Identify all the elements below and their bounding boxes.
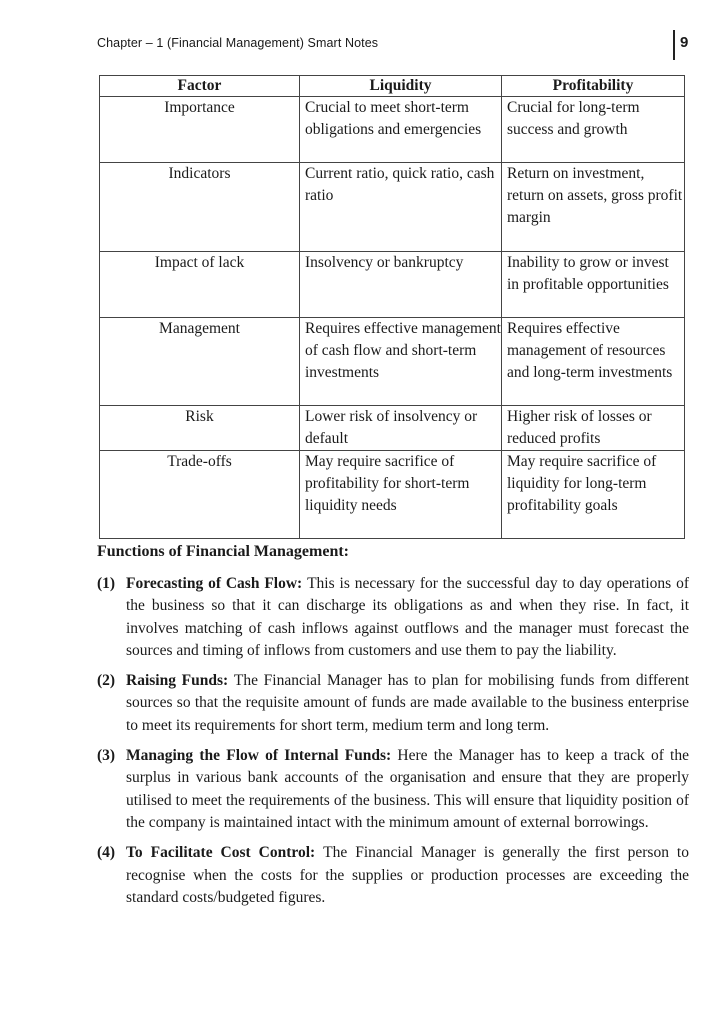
- column-header-profitability: Profitability: [502, 76, 685, 97]
- table-header-row: [100, 76, 685, 97]
- header-divider: [673, 30, 675, 60]
- factor-cell: Management: [100, 318, 300, 406]
- liquidity-cell: Lower risk of insolvency or default: [300, 406, 502, 451]
- liquidity-cell: Current ratio, quick ratio, cash ratio: [300, 163, 502, 252]
- section-title: Functions of Financial Management:: [97, 543, 349, 560]
- column-header-factor: Factor: [100, 76, 300, 97]
- table-row: [100, 163, 685, 252]
- item-heading: Managing the Flow of Internal Funds:: [126, 747, 398, 765]
- profitability-cell: Return on investment, return on assets, gross profit margin: [502, 163, 685, 252]
- liquidity-profitability-table: [99, 75, 685, 539]
- item-heading: Forecasting of Cash Flow:: [126, 575, 308, 592]
- list-item: [97, 670, 689, 737]
- functions-list: [97, 573, 689, 917]
- profitability-cell: Higher risk of losses or reduced profits: [502, 406, 685, 451]
- liquidity-cell: May require sacrifice of profitability for short-term liquidity needs: [300, 451, 502, 539]
- factor-cell: Indicators: [100, 163, 300, 252]
- profitability-cell: Requires effective management of resources and long-term investments: [502, 318, 685, 406]
- list-item: [97, 842, 689, 909]
- page-number: 9: [680, 34, 689, 51]
- liquidity-cell: Crucial to meet short-term obligations and emergencies: [300, 97, 502, 163]
- list-item: [97, 573, 689, 662]
- factor-cell: Importance: [100, 97, 300, 163]
- profitability-cell: Crucial for long-term success and growth: [502, 97, 685, 163]
- item-number: (1): [97, 575, 116, 592]
- liquidity-cell: Insolvency or bankruptcy: [300, 252, 502, 318]
- column-header-liquidity: Liquidity: [300, 76, 502, 97]
- liquidity-cell: Requires effective management of cash flow and short-term investments: [300, 318, 502, 406]
- factor-cell: Impact of lack: [100, 252, 300, 318]
- item-number: (3): [97, 747, 116, 765]
- profitability-cell: Inability to grow or invest in profitable opportunities: [502, 252, 685, 318]
- table-row: [100, 451, 685, 539]
- factor-cell: Trade-offs: [100, 451, 300, 539]
- item-text: The Financial Manager is generally the first person to recognise when the costs for the supplies or production processes are exceeding the standard costs/budgeted figures.: [126, 844, 689, 906]
- table-row: [100, 252, 685, 318]
- item-number: (2): [97, 672, 116, 690]
- list-item: [97, 745, 689, 834]
- item-heading: Raising Funds:: [126, 672, 234, 690]
- table-row: [100, 406, 685, 451]
- item-text: This is necessary for the successful day to day operations of the business so that it can discharge its obligations as and when they rise. In fact, it involves matching of cash inflows against outflows and the manager must forecast the sources and timing of inflows from customers and use them to pay the liability.: [126, 575, 689, 659]
- item-number: (4): [97, 844, 116, 862]
- running-head: Chapter – 1 (Financial Management) Smart Notes: [97, 36, 379, 50]
- table-row: [100, 318, 685, 406]
- item-text: The Financial Manager has to plan for mobilising funds from different sources so that the requisite amount of funds are made available to the business enterprise to meet its requirements for short term, medium term and long term.: [126, 672, 689, 734]
- item-text: Here the Manager has to keep a track of the surplus in various bank accounts of the organisation and ensure that they are properly utilised to meet the requirements of the business. This will ensure that liquidity position of the company is maintained intact with the minimum amount of external borrowings.: [126, 747, 689, 831]
- table-row: [100, 97, 685, 163]
- profitability-cell: May require sacrifice of liquidity for long-term profitability goals: [502, 451, 685, 539]
- page-header: [97, 34, 689, 56]
- item-heading: To Facilitate Cost Control:: [126, 844, 324, 862]
- factor-cell: Risk: [100, 406, 300, 451]
